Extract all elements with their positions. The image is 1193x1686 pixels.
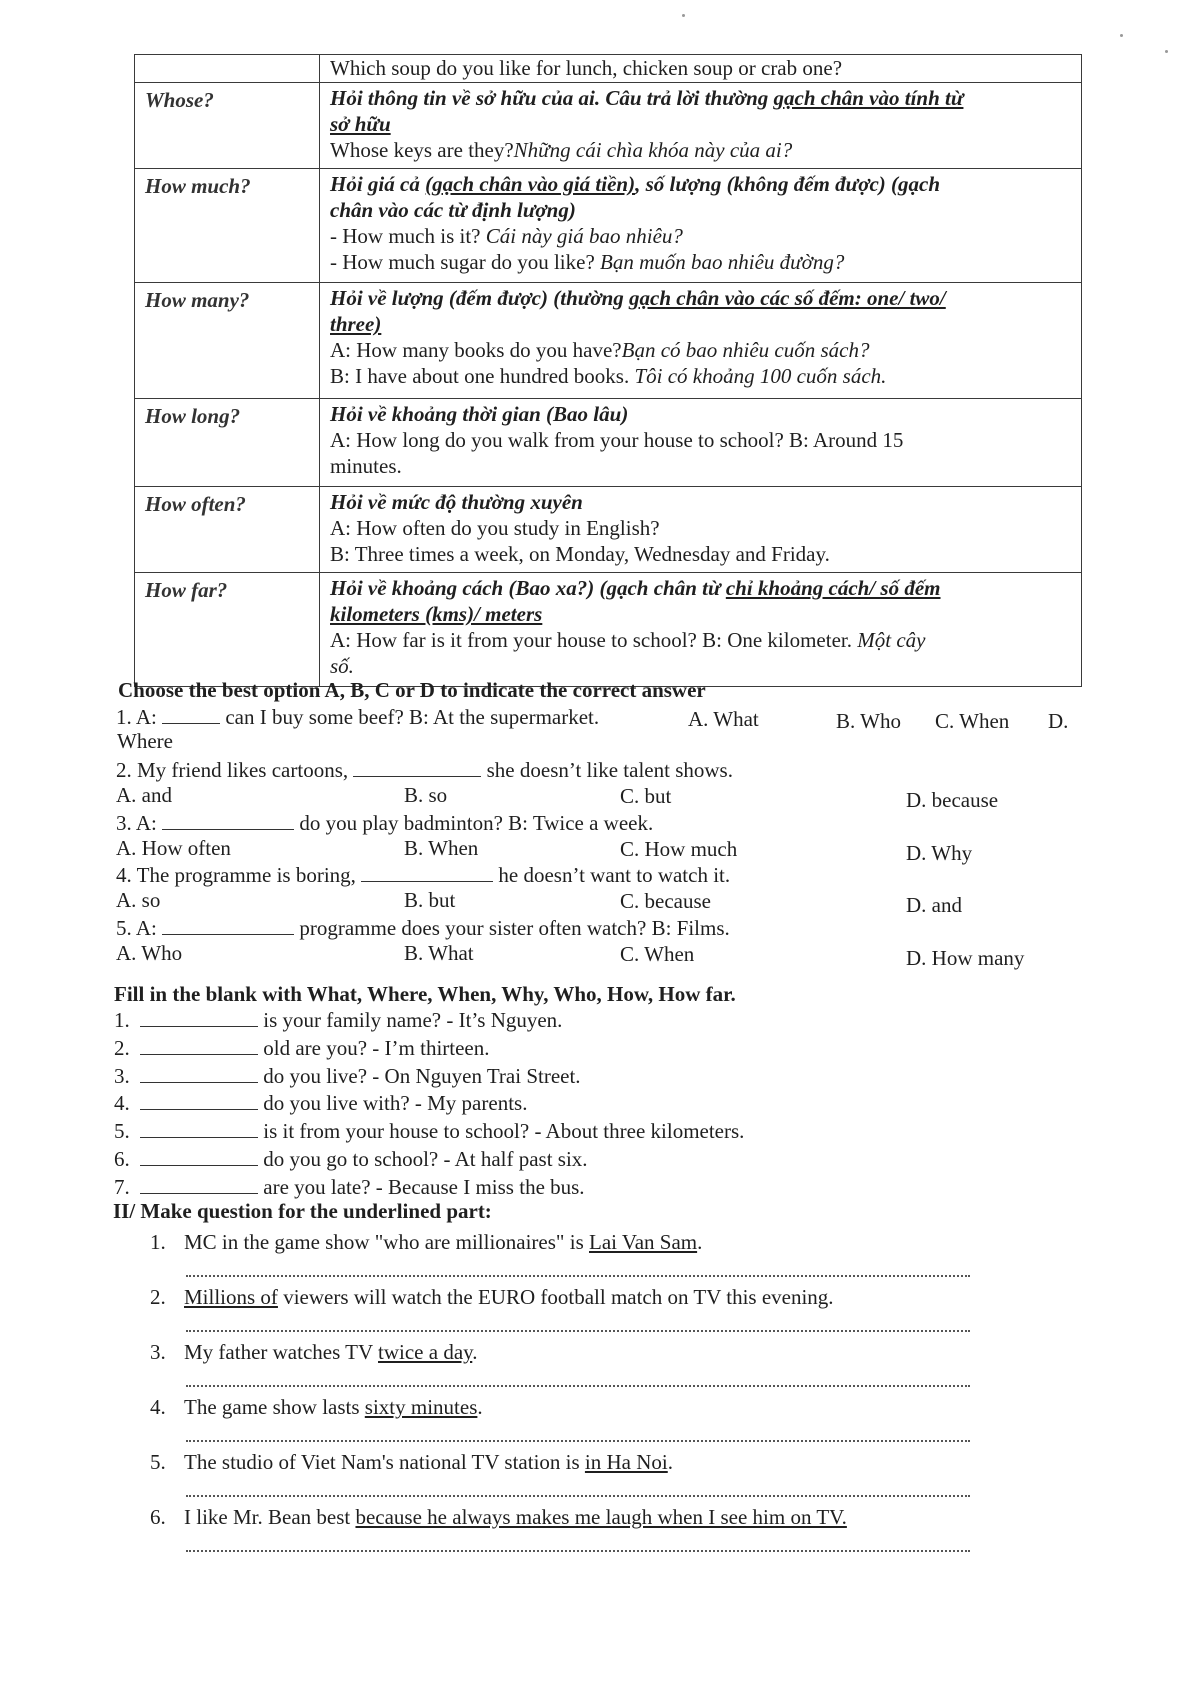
question-words-table (134, 54, 1082, 687)
item-text: do you go to school? - At half past six. (258, 1147, 588, 1171)
text-segment: Whose keys are they? (330, 138, 514, 162)
scan-speck (1120, 34, 1123, 37)
text-segment: Hỏi giá cả (330, 172, 426, 196)
fill-item (114, 1118, 744, 1144)
question-word: Whose? (145, 88, 214, 112)
text-segment: số. (330, 654, 354, 678)
answer-blank[interactable] (361, 863, 493, 882)
answer-dotted-line[interactable] (186, 1385, 970, 1387)
explanation-line (330, 197, 1071, 223)
table-row (135, 283, 1082, 399)
explanation-cell (320, 283, 1082, 399)
explanation-line (330, 223, 1071, 249)
fill-item (114, 1035, 490, 1061)
explanation-line (330, 601, 1071, 627)
text-segment: Bạn có bao nhiêu cuốn sách? (621, 338, 870, 362)
mc-heading: Choose the best option A, B, C or D to indicate the correct answer (118, 678, 706, 702)
explanation-line (330, 515, 1071, 541)
q1-option-c[interactable]: C. When (935, 709, 1010, 733)
explanation-line (330, 627, 1071, 653)
text-segment: B: I have about one hundred books. (330, 364, 635, 388)
mc-question-3 (116, 810, 653, 836)
question-word-cell (135, 283, 320, 399)
question-word: How far? (145, 578, 228, 602)
table-row (135, 169, 1082, 283)
option-c[interactable]: C. but (620, 784, 672, 808)
fill-item (114, 1063, 581, 1089)
text-segment: chân vào các từ định lượng) (330, 198, 576, 222)
mc-question-5 (116, 915, 730, 941)
text-segment: Những cái chìa khóa này của ai? (513, 138, 793, 162)
item-pre: The game show lasts (184, 1395, 365, 1419)
explanation-line (330, 285, 1071, 311)
question-word: How much? (145, 174, 251, 198)
text-segment: Hỏi thông tin về sở hữu của ai. Câu trả lời thường (330, 86, 774, 110)
make-item (150, 1394, 483, 1420)
item-number: 3. (150, 1340, 166, 1364)
explanation-line (330, 653, 1071, 679)
make-item (150, 1504, 847, 1530)
table-row (135, 573, 1082, 687)
text-segment: Tôi có khoảng 100 cuốn sách. (634, 364, 887, 388)
item-post: . (472, 1340, 478, 1364)
text-segment: Bạn muốn bao nhiêu đường? (600, 250, 845, 274)
item-text: is your family name? - It’s Nguyen. (258, 1008, 563, 1032)
underlined-part: twice a day (378, 1340, 473, 1364)
text-segment: A: How many books do you have? (330, 338, 622, 362)
explanation-line (330, 137, 1071, 163)
explanation-line (330, 249, 1071, 275)
text-segment: Một cây (857, 628, 926, 652)
option-b[interactable]: B. so (404, 783, 448, 807)
item-post: . (697, 1230, 703, 1254)
question-word-cell (135, 487, 320, 573)
text-segment: Which soup do you like for lunch, chicken soup or crab one? (330, 56, 843, 80)
question-word: How long? (145, 404, 241, 428)
item-number: 7. (114, 1175, 130, 1199)
underlined-part: Millions of (184, 1285, 278, 1309)
explanation-line (330, 85, 1071, 111)
answer-dotted-line[interactable] (186, 1550, 970, 1552)
table-row (135, 55, 1082, 83)
q1-post: can I buy some beef? B: At the supermarket. (220, 705, 600, 729)
answer-blank[interactable] (353, 758, 481, 777)
option-b[interactable]: B. but (404, 888, 456, 912)
explanation-line (330, 311, 1071, 337)
question-post: programme does your sister often watch? B: Films. (294, 916, 730, 940)
fill-item (114, 1146, 588, 1172)
explanation-line (330, 401, 1071, 427)
explanation-cell (320, 83, 1082, 169)
question-word-cell (135, 169, 320, 283)
explanation-line (330, 575, 1071, 601)
text-segment: sở hữu (330, 112, 391, 136)
text-segment: three) (330, 312, 382, 336)
item-text: are you late? - Because I miss the bus. (258, 1175, 585, 1199)
item-number: 4. (114, 1091, 130, 1115)
item-text: do you live with? - My parents. (258, 1091, 528, 1115)
answer-blank[interactable] (162, 916, 294, 935)
question-pre: 4. The programme is boring, (116, 863, 362, 887)
question-post: he doesn’t want to watch it. (493, 863, 731, 887)
item-number: 6. (150, 1505, 166, 1529)
text-segment: gạch chân vào các số đếm: one/ two/ (629, 286, 946, 310)
question-pre: 3. A: (116, 811, 163, 835)
option-b[interactable]: B. What (404, 941, 474, 965)
item-number: 1. (114, 1008, 130, 1032)
option-d[interactable]: D. How many (906, 946, 1025, 970)
text-segment: B: Three times a week, on Monday, Wednesday and Friday. (330, 542, 830, 566)
explanation-cell (320, 573, 1082, 687)
text-segment: (gạch chân vào giá tiền) (425, 172, 636, 196)
text-segment: A: How often do you study in English? (330, 516, 660, 540)
text-segment: A: How far is it from your house to school? B: One kilometer. (330, 628, 858, 652)
option-a[interactable]: A. Who (116, 941, 183, 965)
item-post: . (667, 1450, 673, 1474)
answer-blank[interactable] (140, 1147, 258, 1166)
option-c[interactable]: C. When (620, 942, 695, 966)
text-segment: , số lượng (không đếm được) (gạch (635, 172, 941, 196)
item-pre: The studio of Viet Nam's national TV station is (184, 1450, 585, 1474)
text-segment: Hỏi về khoảng thời gian (Bao lâu) (330, 402, 629, 426)
question-pre: 2. My friend likes cartoons, (116, 758, 354, 782)
item-number: 2. (150, 1285, 166, 1309)
text-segment: - How much sugar do you like? (330, 250, 601, 274)
answer-blank[interactable] (162, 811, 294, 830)
item-number: 5. (150, 1450, 166, 1474)
option-d[interactable]: D. and (906, 893, 962, 917)
item-number: 6. (114, 1147, 130, 1171)
underlined-part: Lai Van Sam (589, 1230, 698, 1254)
question-pre: 5. A: (116, 916, 163, 940)
table-row (135, 399, 1082, 487)
underlined-part: sixty minutes (364, 1395, 478, 1419)
item-text: old are you? - I’m thirteen. (258, 1036, 490, 1060)
question-word-cell (135, 83, 320, 169)
answer-blank[interactable] (140, 1064, 258, 1083)
explanation-line (330, 453, 1071, 479)
option-b[interactable]: B. When (404, 836, 479, 860)
text-segment: Cái này giá bao nhiêu? (485, 224, 683, 248)
explanation-line (330, 427, 1071, 453)
item-pre: I like Mr. Bean best (184, 1505, 356, 1529)
scan-speck (1165, 50, 1168, 53)
option-a[interactable]: A. so (116, 888, 161, 912)
fill-item (114, 1007, 562, 1033)
answer-dotted-line[interactable] (186, 1440, 970, 1442)
explanation-line (330, 171, 1071, 197)
q1-option-d[interactable]: D. (1048, 709, 1069, 733)
item-post: . (477, 1395, 483, 1419)
text-segment: minutes. (330, 454, 402, 478)
underlined-part: in Ha Noi (584, 1450, 668, 1474)
item-post: viewers will watch the EURO football match on TV this evening. (277, 1285, 834, 1309)
explanation-line (330, 541, 1071, 567)
explanation-line (330, 111, 1071, 137)
explanation-cell (320, 399, 1082, 487)
explanation-line (330, 363, 1071, 389)
answer-blank[interactable] (140, 1175, 258, 1194)
text-segment: chỉ khoảng cách/ số đếm (725, 576, 941, 600)
explanation-line (330, 489, 1071, 515)
fill-item (114, 1090, 527, 1116)
q1-option-b[interactable]: B. Who (836, 709, 901, 733)
question-word-cell (135, 399, 320, 487)
question-post: do you play badminton? B: Twice a week. (294, 811, 654, 835)
item-number: 3. (114, 1064, 130, 1088)
answer-blank[interactable] (162, 705, 220, 724)
text-segment: Hỏi về khoảng cách (Bao xa?) (gạch chân từ (330, 576, 726, 600)
make-item (150, 1229, 702, 1255)
answer-dotted-line[interactable] (186, 1275, 970, 1277)
item-pre: My father watches TV (184, 1340, 379, 1364)
q1-option-d-cont: Where (117, 729, 173, 753)
text-segment: A: How long do you walk from your house to school? B: Around 15 (330, 428, 904, 452)
explanation-cell (320, 169, 1082, 283)
text-segment: - How much is it? (330, 224, 486, 248)
answer-dotted-line[interactable] (186, 1330, 970, 1332)
text-segment: Hỏi về mức độ thường xuyên (330, 490, 583, 514)
mc-question-2 (116, 757, 733, 783)
option-a[interactable]: A. and (116, 783, 172, 807)
underlined-part: because he always makes me laugh when I see him on TV. (355, 1505, 847, 1529)
question-word: How often? (145, 492, 246, 516)
q1-pre: 1. A: (116, 705, 163, 729)
answer-blank[interactable] (140, 1091, 258, 1110)
item-number: 2. (114, 1036, 130, 1060)
item-number: 4. (150, 1395, 166, 1419)
make-heading: II/ Make question for the underlined part: (113, 1199, 492, 1223)
item-text: do you live? - On Nguyen Trai Street. (258, 1064, 581, 1088)
explanation-line (330, 57, 1071, 79)
option-c[interactable]: C. because (620, 889, 711, 913)
answer-dotted-line[interactable] (186, 1495, 970, 1497)
option-d[interactable]: D. Why (906, 841, 973, 865)
answer-blank[interactable] (140, 1119, 258, 1138)
explanation-cell (320, 487, 1082, 573)
option-c[interactable]: C. How much (620, 837, 738, 861)
make-item (150, 1449, 673, 1475)
table-row (135, 487, 1082, 573)
item-number: 1. (150, 1230, 166, 1254)
option-d[interactable]: D. because (906, 788, 999, 812)
text-segment: Hỏi về lượng (đếm được) (thường (330, 286, 630, 310)
question-word-cell (135, 573, 320, 687)
fill-item (114, 1174, 585, 1200)
explanation-line (330, 337, 1071, 363)
text-segment: gạch chân vào tính từ (773, 86, 964, 110)
table-row (135, 83, 1082, 169)
question-post: she doesn’t like talent shows. (481, 758, 733, 782)
item-pre: MC in the game show "who are millionaires" is (184, 1230, 589, 1254)
item-number: 5. (114, 1119, 130, 1143)
option-a[interactable]: A. How often (116, 836, 231, 860)
explanation-cell (320, 55, 1082, 83)
item-text: is it from your house to school? - About three kilometers. (258, 1119, 745, 1143)
answer-blank[interactable] (140, 1036, 258, 1055)
question-word: How many? (145, 288, 250, 312)
make-item (150, 1339, 478, 1365)
scan-speck (682, 14, 685, 17)
answer-blank[interactable] (140, 1008, 258, 1027)
text-segment: kilometers (kms)/ meters (330, 602, 543, 626)
question-word-cell (135, 55, 320, 83)
make-item (150, 1284, 834, 1310)
mc-question-4 (116, 862, 730, 888)
fill-heading: Fill in the blank with What, Where, When, Why, Who, How, How far. (114, 982, 736, 1006)
mc-question-1 (116, 704, 599, 730)
q1-option-a[interactable]: A. What (688, 707, 759, 731)
